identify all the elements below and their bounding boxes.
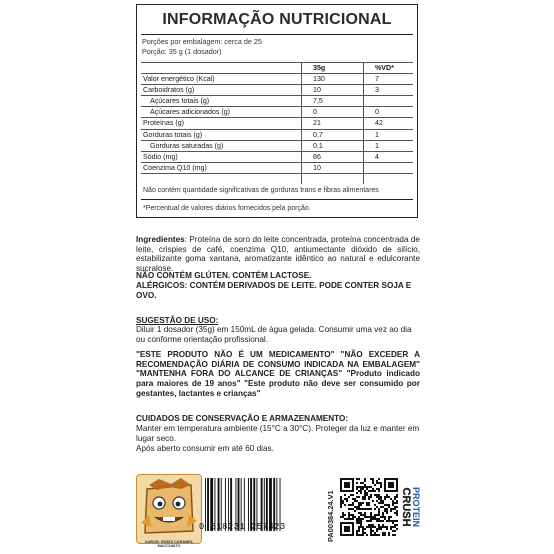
storage-text: Manter em temperatura ambiente (15°C a 30°C). Proteger da luz e manter em lugar seco. xyxy=(136,424,420,443)
mascot-face-icon xyxy=(137,475,201,543)
nutrient-name: Gorduras saturadas (g) xyxy=(150,141,224,150)
nutrition-row xyxy=(141,162,413,173)
storage-title: CUIDADOS DE CONSERVAÇÃO E ARMAZENAMENTO: xyxy=(136,414,349,423)
nutrient-vd: 0 xyxy=(375,108,379,117)
not-significant-note: Não contém quantidade significativas de gorduras trans e fibras alimentares xyxy=(143,187,379,194)
column-vd-header: %VD* xyxy=(375,64,394,72)
nutrient-vd: 1 xyxy=(375,141,379,150)
ingredients-label: Ingredientes xyxy=(136,235,185,244)
servings-info xyxy=(142,37,262,56)
vd-footnote: *Percentual de valores diários fornecidos pela porção. xyxy=(143,205,311,212)
nutrient-name: Sódio (mg) xyxy=(143,152,178,161)
ingredients-text: : Proteína de soro do leite concentrada, proteína concentrada de leite, crispies de café, coenzima Q10, antiumectante dióxido de silício, estabilizante goma xantana, aromatizante idêntico ao natural e edulcorante sucralose. xyxy=(136,235,420,274)
nutrient-amount: 0,1 xyxy=(313,141,323,150)
nutrient-vd: 4 xyxy=(375,152,379,161)
column-amount-header: 35g xyxy=(313,64,326,72)
ingredients-section xyxy=(136,235,420,274)
nutrition-table xyxy=(141,62,413,174)
nutrition-row xyxy=(141,117,413,128)
table-column-divider xyxy=(301,62,302,184)
table-column-divider xyxy=(363,62,364,184)
nutrient-amount: 7,5 xyxy=(313,97,323,106)
nutrition-row xyxy=(141,140,413,151)
flavor-label: SABOR: SWISS CARAMEL MACCHIATO xyxy=(144,540,194,549)
nutrition-row xyxy=(141,95,413,106)
nutrition-facts-box xyxy=(136,4,418,218)
servings-per-package: Porções por embalagem: cerca de 25 xyxy=(142,37,262,46)
nutrient-amount: 86 xyxy=(313,152,321,161)
nutrition-row xyxy=(141,73,413,84)
brand-protein-text: PROTEIN xyxy=(411,486,421,528)
nutrient-vd: 1 xyxy=(375,130,379,139)
nutrient-name: Açúcares totais (g) xyxy=(150,97,210,106)
nutrient-name: Coenzima Q10 (mg) xyxy=(143,163,207,172)
usage-text: Diluir 1 dosador (35g) em 150mL de água gelada. Consumir uma vez ao dia ou conforme orientação profissional. xyxy=(136,325,412,344)
table-bottom-rule xyxy=(141,173,413,174)
nutrition-row xyxy=(141,129,413,140)
nutrient-name: Proteínas (g) xyxy=(143,119,185,128)
serving-size: Porção: 35 g (1 dosador) xyxy=(142,46,222,56)
qr-code-icon xyxy=(340,478,398,536)
nutrient-name: Valor energético (Kcal) xyxy=(143,75,215,84)
nutrition-row xyxy=(141,106,413,117)
nutrition-title: INFORMAÇÃO NUTRICIONAL xyxy=(162,11,392,28)
gluten-lactose-notice: NÃO CONTÉM GLÚTEN. CONTÉM LACTOSE. xyxy=(136,271,312,280)
footnote-divider xyxy=(141,199,413,200)
nutrient-amount: 0 xyxy=(313,108,317,117)
mascot-image xyxy=(136,474,202,544)
nutrient-amount: 10 xyxy=(313,163,321,172)
nutrient-vd: 42 xyxy=(375,119,383,128)
brand-logo xyxy=(400,476,422,538)
nutrition-row xyxy=(141,84,413,95)
nutrition-row xyxy=(141,151,413,162)
nutrient-name: Açúcares adicionados (g) xyxy=(150,108,231,117)
nutrient-name: Carboidratos (g) xyxy=(143,86,195,95)
nutrient-amount: 130 xyxy=(313,75,325,84)
allergens-notice: ALÉRGICOS: CONTÉM DERIVADOS DE LEITE. PODE CONTER SOJA E OVO. xyxy=(136,281,412,300)
nutrient-amount: 10 xyxy=(313,86,321,95)
nutrition-table-header xyxy=(141,62,413,73)
warnings-text: "ESTE PRODUTO NÃO É UM MEDICAMENTO" "NÃO EXCEDER A RECOMENDAÇÃO DIÁRIA DE CONSUMO INDICADA NA EMBALAGEM" "MANTENHA FORA DO ALCANCE DE CRIANÇAS" "Produto indicado para maiores de 19 anos" "Este produto não deve ser consumido por gestantes, lactantes e crianças" xyxy=(136,350,420,398)
nutrient-vd: 3 xyxy=(375,86,379,95)
brand-crush-text: CRUSH xyxy=(400,487,412,527)
nutrient-name: Gorduras totais (g) xyxy=(143,130,203,139)
nutrient-amount: 0,7 xyxy=(313,130,323,139)
usage-title: SUGESTÃO DE USO: xyxy=(136,316,219,325)
nutrient-amount: 21 xyxy=(313,119,321,128)
version-code: PA00384.24.V1 xyxy=(326,490,335,542)
title-divider xyxy=(141,34,413,35)
nutrient-vd: 7 xyxy=(375,75,379,84)
after-open-text: Após aberto consumir em até 60 dias. xyxy=(136,444,274,453)
barcode-digits: 0 618231 257423 xyxy=(199,522,286,532)
